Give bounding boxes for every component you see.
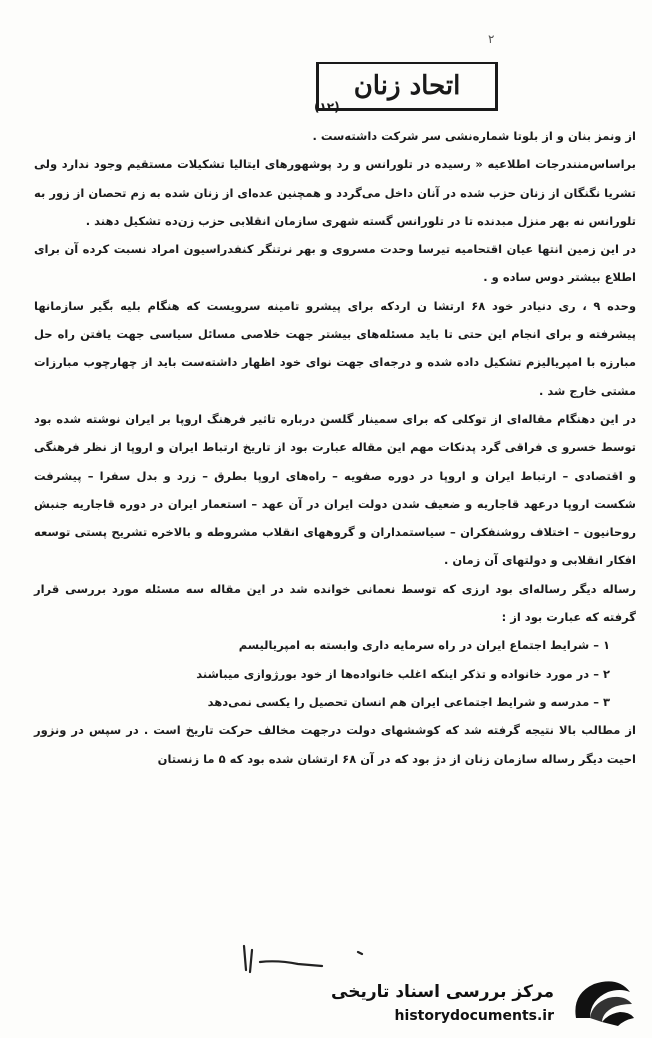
archive-logo-icon [568, 974, 638, 1028]
closing-paragraph: از مطالب بالا نتیجه گرفته شد که کوششهای دولت درجهت مخالف حرکت تاریخ است . در سپس در ونزور احیت دیگر رساله سازمان زنان از دژ بود که در آن ۶۸ ارتشان شده بود که ۵ ما زنستان [34, 723, 636, 766]
document-body [34, 122, 636, 773]
list-item-1: ۱ – شرایط اجتماع ایران در راه سرمایه داری وابسته به امپریالیسم [238, 638, 610, 653]
paragraph-5: در این دهنگام مقاله‌ای از توکلی که برای سمینار گلسن درباره تاثیر فرهنگ اروپا بر ایران نوشته شده بود توسط خسرو ی فراقی گرد پدنکات مهم این مقاله عبارت بود از تاریخ ارتباط ایران و اروپا از نظر فرهنگی و اقتصادی – ارتباط ایران و اروپا در دوره صفویه – راه‌های اروپا بطرق – زرد و بدل سفرا – پیشرفت شکست اروپا درعهد قاجاریه و ضعیف شدن دولت ایران در آن عهد – استعمار ایران در دوره قاجاریه جنبش روحانیون – اختلاف روشنفکران – سیاستمداران و گروههای انقلاب مشروطه و بالاخره تشریح پستی توسعه افکار انقلابی و دولتهای آن زمان . [34, 411, 636, 568]
paragraph-1: از ونمز بنان و از بلوتا شماره‌نشی سر شرکت داشته‌ست . [312, 129, 636, 143]
list-item-3: ۳ – مدرسه و شرایط اجتماعی ایران هم انسان تحصیل را یکسی نمی‌دهد [207, 694, 610, 709]
list-item-2: ۲ – در مورد خانواده و تذکر اینکه اغلب خانواده‌ها از خود بورژوازی میباشند [196, 666, 610, 681]
corner-mark: ۲ [488, 32, 495, 46]
handwritten-signature [238, 940, 398, 976]
document-title: اتحاد زنان [316, 62, 498, 111]
watermark [331, 972, 644, 1032]
paragraph-6: رساله دیگر رساله‌ای بود ارزی که توسط نعمانی خوانده شد در این مقاله سه مسئله مورد بررسی قرار گرفته که عبارت بود از : [34, 581, 636, 625]
document-title-number: (۱۲) [314, 100, 340, 114]
paragraph-3: در این زمین انتها عیان اقتحامیه تیرسا وحدت مسروی و بهر نرتنگر کنفدراسیون امراد نسبت کرده آن برای اطلاع بیشتر دوس ساده و . [34, 242, 636, 285]
watermark-site: historydocuments.ir [394, 1008, 554, 1024]
paragraph-4: وحده ۹ ، ری دنیادر خود ۶۸ ارتشا ن اردکه برای پیشرو تامینه سرویست که هنگام بلیه بگیر سازمانها پیشرفته و برای انجام این حتی تا باید مسئله‌های بیشتر جهت خلاصی مسائل سیاسی جهت یافتن راه حل مبارزه با امپریالیزم تشکیل داده شده و درجه‌ای جهت نوای خود اظهار داشته‌ست باید از چهارچوب مبارزات مشتی خارج شد . [34, 298, 637, 398]
watermark-name: مرکز بررسی اسناد تاریخی [331, 982, 554, 1002]
paragraph-2: براساس‌منندرجات اطلاعیه « رسیده در تلورانس و رد پوشهورهای ایتالیا تشکیلات مستقیم وجود ندارد ولی تشریا نگنگان از زنان حزب شده در آنان داخل می‌گردد و همچنین عده‌ای از زنان شده به زم تحصان از زور به تلورانس نه بهر منزل مبدنده تا در تلورانس گسته شهری سازمان انقلابی حزب زن‌ده تشکیل دهند . [34, 157, 636, 228]
